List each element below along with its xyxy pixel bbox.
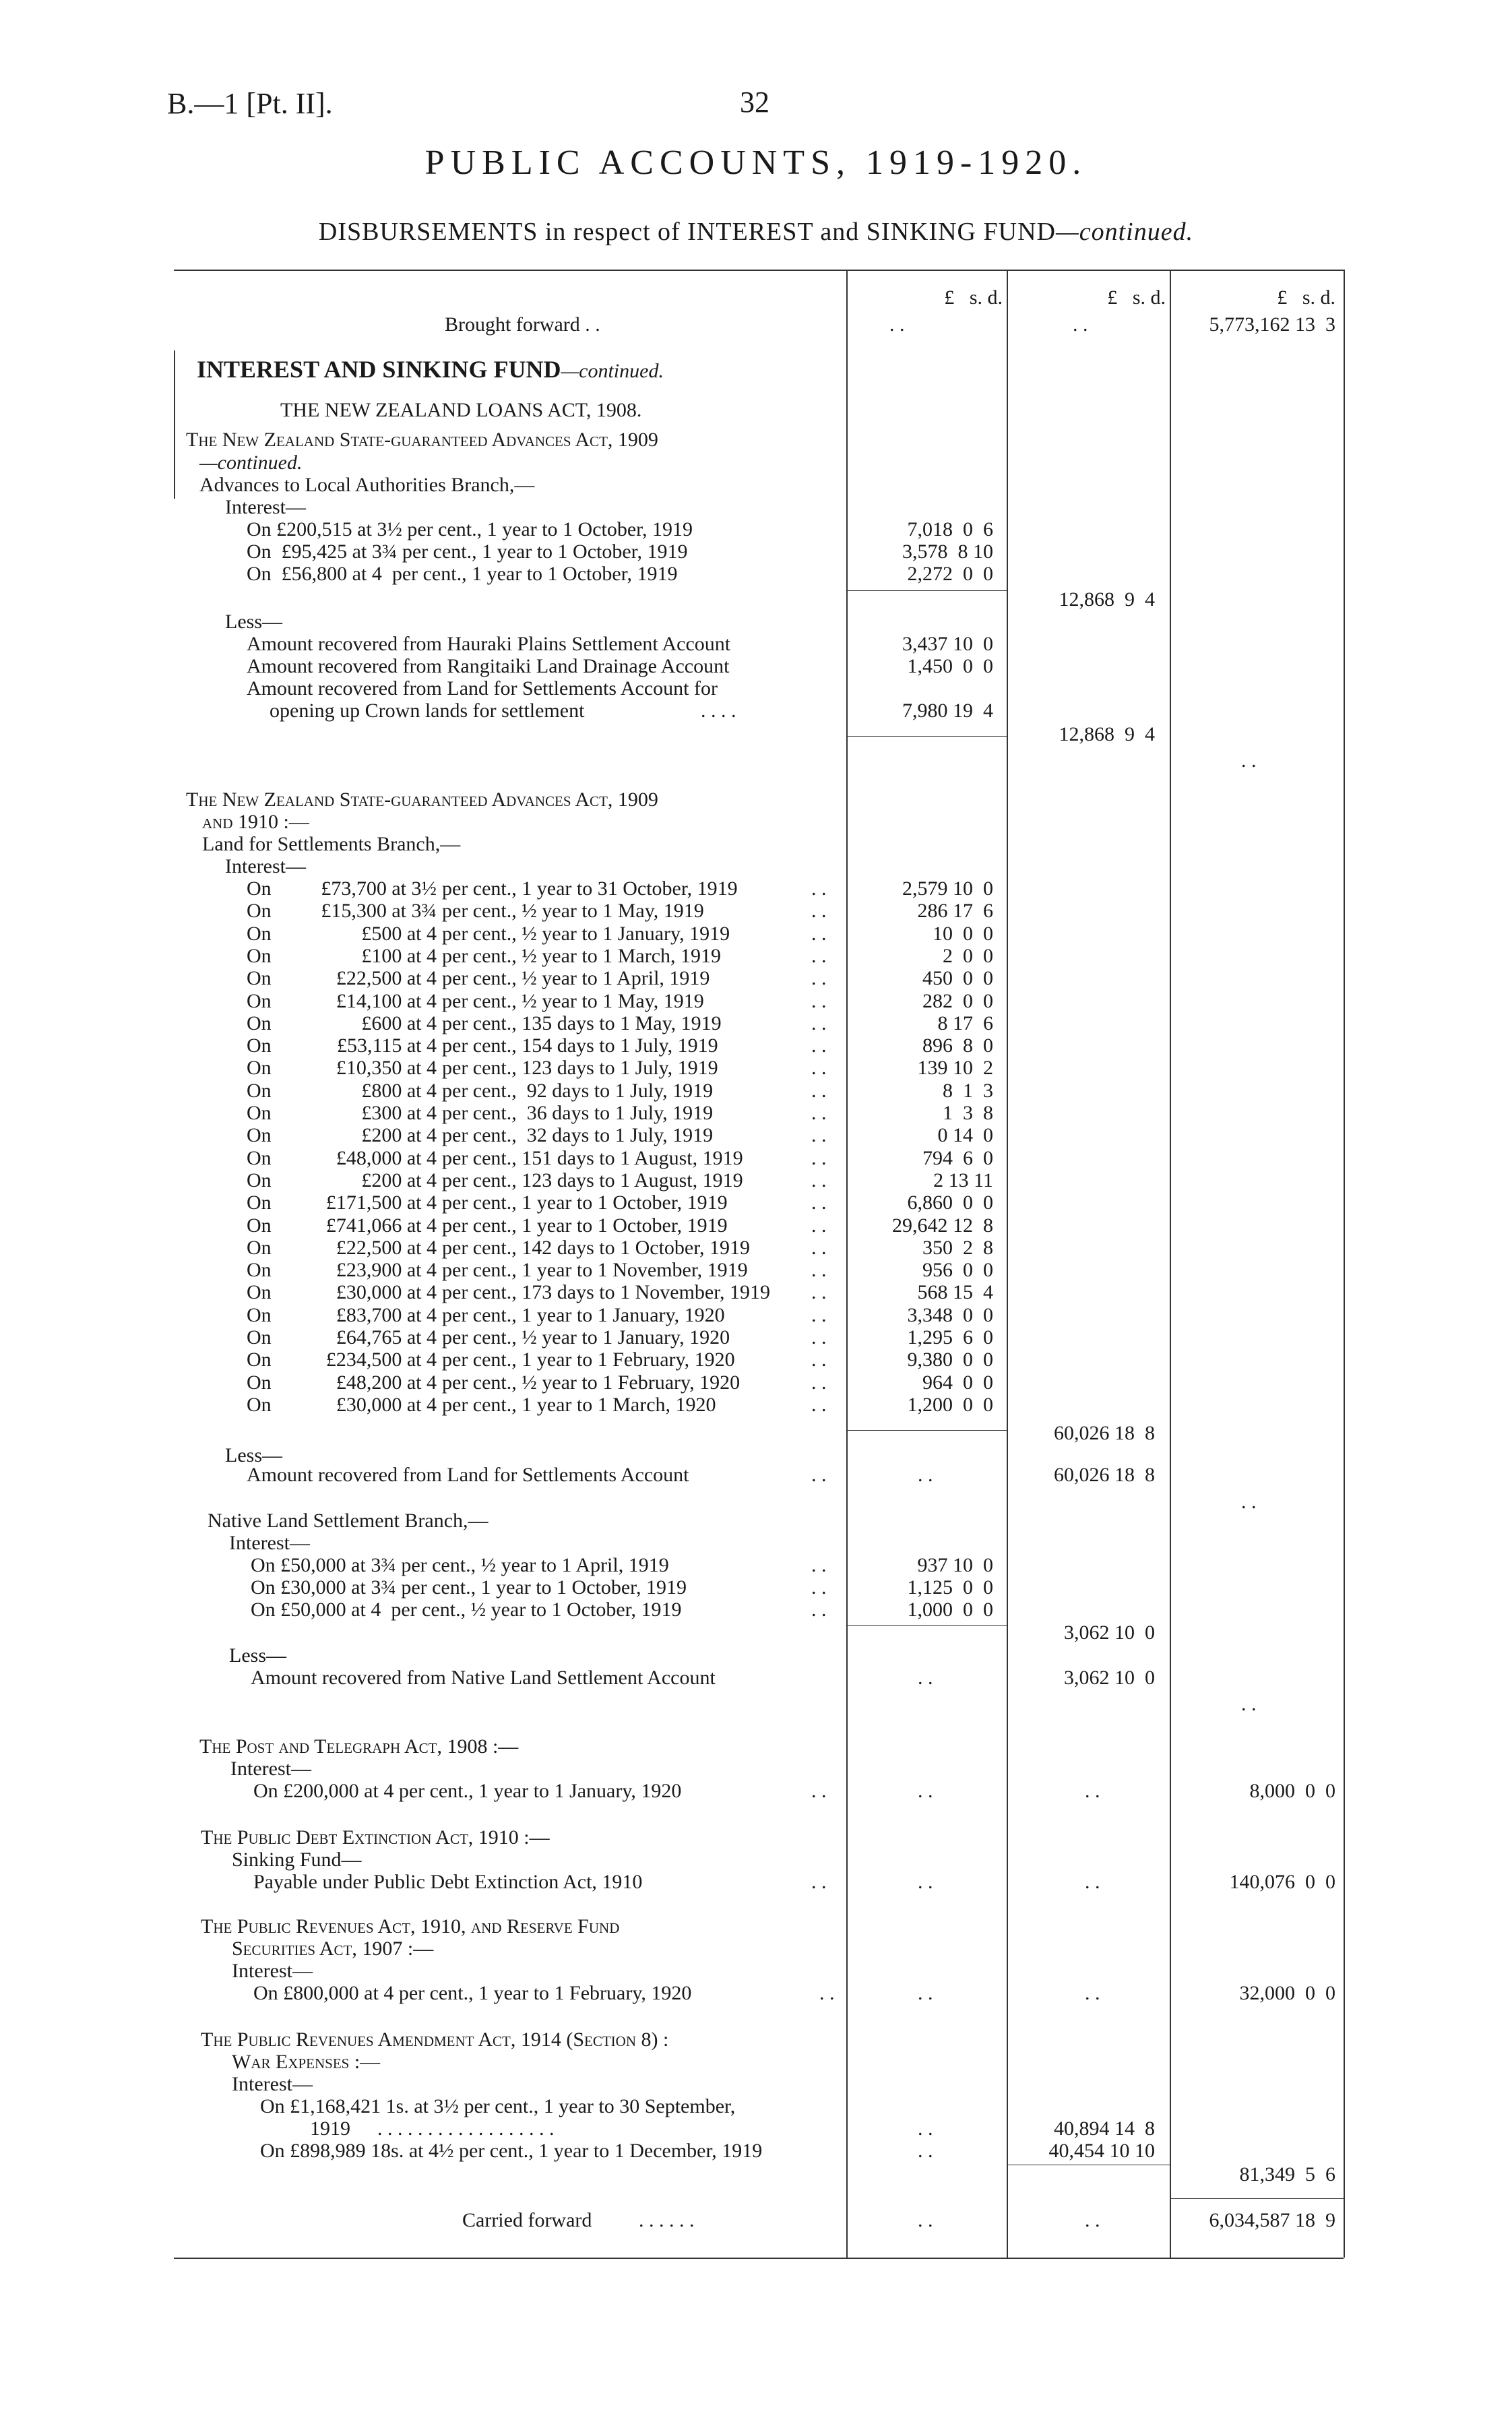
block4-leader: . . xyxy=(811,1780,827,1802)
block6-interest-label: Interest— xyxy=(232,1960,313,1982)
b2-row-leader: . . xyxy=(811,1394,827,1416)
block1-branch: Advances to Local Authorities Branch,— xyxy=(199,474,535,496)
b2-row-amount: 2,579 10 0 xyxy=(902,877,993,900)
b2-row-on: On xyxy=(247,923,272,945)
b2-row-amount: 964 0 0 xyxy=(922,1371,993,1394)
block3-interest-label: Interest— xyxy=(229,1532,310,1554)
b2-row-leader: . . xyxy=(811,923,827,945)
b2-row-principal: £83,700 at 4 xyxy=(336,1304,437,1326)
b2-row-terms: per cent., ½ year to 1 April, 1919 xyxy=(442,967,710,989)
b2-row-on: On xyxy=(247,945,272,967)
block7-item2-col1: . . xyxy=(918,2140,933,2162)
b3-item-3-leader: . . xyxy=(811,1599,827,1621)
b2-row-amount: 8 1 3 xyxy=(943,1080,993,1102)
b2-row-principal: £30,000 at 4 xyxy=(336,1281,437,1303)
b2-row-principal: £741,066 at 4 xyxy=(325,1214,437,1237)
block5-heading: The Public Debt Extinction Act, 1910 :— xyxy=(201,1826,550,1849)
b2-row-terms: per cent., ½ year to 1 January, 1920 xyxy=(442,1326,730,1348)
col-divider-2 xyxy=(1007,270,1008,2258)
block4-interest-label: Interest— xyxy=(230,1758,311,1780)
b2-row-terms: per cent., 1 year to 1 February, 1920 xyxy=(442,1348,735,1371)
b3-sum-rule xyxy=(846,1625,1007,1626)
b2-row-leader: . . xyxy=(811,900,827,922)
b2-row-amount: 8 17 6 xyxy=(937,1012,993,1034)
col1-heading: £ s. d. xyxy=(944,286,1003,309)
b2-row-terms: per cent., 1 year to 1 October, 1919 xyxy=(442,1214,728,1237)
carried-forward-col2: . . xyxy=(1085,2209,1100,2231)
block4-col3: 8,000 0 0 xyxy=(1249,1780,1335,1802)
b2-row-on: On xyxy=(247,1124,272,1146)
b1-less-label: Less— xyxy=(225,611,282,633)
b2-row-amount: 896 8 0 xyxy=(922,1034,993,1057)
block5-text: Payable under Public Debt Extinction Act, 1910 xyxy=(253,1871,643,1893)
b2-row-on: On xyxy=(247,877,272,900)
b2-row-principal: £800 at 4 xyxy=(361,1080,437,1102)
block7-item-2: On £898,989 18s. at 4½ per cent., 1 year to 1 December, 1919 xyxy=(260,2140,763,2162)
subtitle-continued: —continued. xyxy=(1055,218,1194,246)
b2-row-leader: . . xyxy=(811,1348,827,1371)
b2-row-principal: £14,100 at 4 xyxy=(336,990,437,1012)
b2-row-terms: per cent., ½ year to 1 May, 1919 xyxy=(442,990,704,1012)
b2-row-terms: per cent., 1 year to 1 November, 1919 xyxy=(442,1259,748,1281)
b2-row-on: On xyxy=(247,1281,272,1303)
b2-row-on: On xyxy=(247,1394,272,1416)
b3-net: . . xyxy=(1241,1693,1257,1715)
b2-row-leader: . . xyxy=(811,1124,827,1146)
b2-row-terms: per cent., 123 days to 1 August, 1919 xyxy=(442,1169,743,1191)
b1-less-item-3: Amount recovered from Land for Settlements Account for xyxy=(247,677,718,700)
block5-col1: . . xyxy=(918,1871,933,1893)
b2-row-amount: 3,348 0 0 xyxy=(907,1304,993,1326)
block4-col1: . . xyxy=(918,1780,933,1802)
b3-item-1: On £50,000 at 3¾ per cent., ½ year to 1 April, 1919 xyxy=(251,1554,669,1576)
b2-row-on: On xyxy=(247,1326,272,1348)
block7-col3: 81,349 5 6 xyxy=(1239,2163,1335,2185)
b2-row-amount: 2 13 11 xyxy=(933,1169,993,1191)
page-title: PUBLIC ACCOUNTS, 1919-1920. xyxy=(424,144,1088,182)
b2-row-leader: . . xyxy=(811,1326,827,1348)
b2-row-principal: £73,700 at 3½ xyxy=(321,877,437,900)
b2-subtotal: 60,026 18 8 xyxy=(1054,1422,1155,1444)
b2-row-terms: per cent., 154 days to 1 July, 1919 xyxy=(442,1034,718,1057)
block7-item-1-leader: . . . . . . . . . . . . . . . . . . xyxy=(377,2117,555,2140)
b2-row-on: On xyxy=(247,1304,272,1326)
b3-item-1-leader: . . xyxy=(811,1554,827,1576)
b2-less-col1: . . xyxy=(918,1464,933,1486)
section-title-main: INTEREST AND SINKING FUND xyxy=(197,356,561,383)
b1-less-amount-1: 3,437 10 0 xyxy=(902,633,993,655)
b2-row-leader: . . xyxy=(811,1080,827,1102)
b2-row-leader: . . xyxy=(811,1034,827,1057)
b2-row-principal: £22,500 at 4 xyxy=(336,1237,437,1259)
b2-less-label: Less— xyxy=(225,1444,282,1466)
page-reference: B.—1 [Pt. II]. xyxy=(167,87,333,120)
block7-item-1a: On £1,168,421 1s. at 3½ per cent., 1 year to 30 September, xyxy=(260,2095,736,2117)
b2-row-principal: £15,300 at 3¾ xyxy=(321,900,437,922)
block5-col2: . . xyxy=(1085,1871,1100,1893)
b2-row-principal: £200 at 4 xyxy=(361,1124,437,1146)
b2-row-amount: 6,860 0 0 xyxy=(907,1191,993,1214)
b3-item-2-leader: . . xyxy=(811,1576,827,1599)
b2-row-on: On xyxy=(247,1214,272,1237)
block7-heading: The Public Revenues Amendment Act, 1914 (Section 8) : xyxy=(201,2028,669,2051)
b2-row-amount: 286 17 6 xyxy=(917,900,993,922)
b3-amount-1: 937 10 0 xyxy=(917,1554,993,1576)
b2-row-terms: per cent., 36 days to 1 July, 1919 xyxy=(442,1102,714,1124)
block4-col2: . . xyxy=(1085,1780,1100,1802)
block6-col2: . . xyxy=(1085,1982,1100,2004)
b2-row-principal: £30,000 at 4 xyxy=(336,1394,437,1416)
block5-label: Sinking Fund— xyxy=(232,1849,362,1871)
b2-row-terms: per cent., 32 days to 1 July, 1919 xyxy=(442,1124,714,1146)
b1-amount-3: 2,272 0 0 xyxy=(907,563,993,585)
block7-item2-col2: 40,454 10 10 xyxy=(1048,2140,1155,2162)
b2-row-on: On xyxy=(247,1191,272,1214)
b2-row-on: On xyxy=(247,1102,272,1124)
page-subtitle xyxy=(0,217,1512,247)
b2-row-leader: . . xyxy=(811,1214,827,1237)
b2-row-principal: £53,115 at 4 xyxy=(336,1034,437,1057)
b2-row-on: On xyxy=(247,1237,272,1259)
b2-row-terms: per cent., 151 days to 1 August, 1919 xyxy=(442,1147,743,1169)
b2-row-principal: £22,500 at 4 xyxy=(336,967,437,989)
b2-less-text: Amount recovered from Land for Settlements Account xyxy=(247,1464,689,1486)
brought-forward-col2: . . xyxy=(1073,313,1088,336)
b2-row-amount: 568 15 4 xyxy=(917,1281,993,1303)
col-divider-3 xyxy=(1170,270,1171,2258)
block2-heading: The New Zealand State-guaranteed Advances Act, 1909 xyxy=(186,788,658,811)
b2-row-amount: 1,295 6 0 xyxy=(907,1326,993,1348)
b1-less-total: 12,868 9 4 xyxy=(1059,723,1155,745)
col-divider-4 xyxy=(1344,270,1345,2258)
brought-forward-col3: 5,773,162 13 3 xyxy=(1209,313,1335,336)
b1-less-sum-rule xyxy=(846,736,1007,737)
carried-forward-leader: . . . . . . xyxy=(639,2209,695,2231)
block7-item1-col1: . . xyxy=(918,2117,933,2140)
b1-net: . . xyxy=(1241,749,1257,772)
b2-row-principal: £600 at 4 xyxy=(361,1012,437,1034)
b2-row-terms: per cent., 142 days to 1 October, 1919 xyxy=(442,1237,751,1259)
b3-amount-3: 1,000 0 0 xyxy=(907,1599,993,1621)
block3-branch: Native Land Settlement Branch,— xyxy=(208,1510,489,1532)
block4-text: On £200,000 at 4 per cent., 1 year to 1 January, 1920 xyxy=(253,1780,682,1802)
b1-less-amount-2: 1,450 0 0 xyxy=(907,655,993,677)
b2-row-on: On xyxy=(247,1348,272,1371)
b3-amount-2: 1,125 0 0 xyxy=(907,1576,993,1599)
block7-heading-2: War Expenses :— xyxy=(232,2051,381,2073)
b2-row-leader: . . xyxy=(811,1281,827,1303)
section-title-continued: —continued. xyxy=(561,360,664,382)
page-number: 32 xyxy=(740,86,769,119)
block1-heading: The New Zealand State-guaranteed Advances Act, 1909 xyxy=(186,429,658,451)
b2-row-on: On xyxy=(247,1169,272,1191)
left-margin-rule xyxy=(174,350,175,499)
b2-row-principal: £100 at 4 xyxy=(361,945,437,967)
b2-row-on: On xyxy=(247,990,272,1012)
b2-row-leader: . . xyxy=(811,1102,827,1124)
b2-row-on: On xyxy=(247,1080,272,1102)
b2-row-terms: per cent., 1 year to 31 October, 1919 xyxy=(442,877,738,900)
table-bottom-rule xyxy=(174,2258,1344,2259)
block6-leader: . . xyxy=(819,1982,835,2004)
b3-less-col1: . . xyxy=(918,1667,933,1689)
b2-row-amount: 1 3 8 xyxy=(943,1102,993,1124)
b1-less-item-2: Amount recovered from Rangitaiki Land Drainage Account xyxy=(247,655,730,677)
col2-heading: £ s. d. xyxy=(1107,286,1166,309)
b2-row-leader: . . xyxy=(811,990,827,1012)
b2-row-leader: . . xyxy=(811,1371,827,1394)
col-divider-1 xyxy=(846,270,848,2258)
b2-row-leader: . . xyxy=(811,1304,827,1326)
b1-less-amount-4: 7,980 19 4 xyxy=(902,700,993,722)
b1-item-1: On £200,515 at 3½ per cent., 1 year to 1 October, 1919 xyxy=(247,518,693,540)
b2-row-amount: 10 0 0 xyxy=(933,923,993,945)
b2-row-amount: 956 0 0 xyxy=(922,1259,993,1281)
block7-interest-label: Interest— xyxy=(232,2073,313,2095)
b2-row-amount: 350 2 8 xyxy=(922,1237,993,1259)
block6-text: On £800,000 at 4 per cent., 1 year to 1 February, 1920 xyxy=(253,1982,692,2004)
block1-heading-cont: —continued. xyxy=(199,452,303,474)
brought-forward-col1: . . xyxy=(889,313,905,336)
table-top-rule xyxy=(174,270,1344,271)
b2-row-leader: . . xyxy=(811,1057,827,1079)
block7-item1-col2: 40,894 14 8 xyxy=(1054,2117,1155,2140)
b3-subtotal: 3,062 10 0 xyxy=(1064,1621,1155,1644)
subtitle-main: DISBURSEMENTS in respect of INTEREST and SINKING FUND xyxy=(318,218,1056,246)
b2-row-terms: per cent., 1 year to 1 January, 1920 xyxy=(442,1304,725,1326)
carried-sum-rule xyxy=(1170,2198,1344,2199)
b2-row-leader: . . xyxy=(811,877,827,900)
b2-row-on: On xyxy=(247,1371,272,1394)
b2-row-principal: £10,350 at 4 xyxy=(336,1057,437,1079)
block6-heading-2: Securities Act, 1907 :— xyxy=(232,1937,434,1960)
b1-item-3: On £56,800 at 4 per cent., 1 year to 1 October, 1919 xyxy=(247,563,678,585)
b2-row-principal: £48,000 at 4 xyxy=(336,1147,437,1169)
b2-row-amount: 29,642 12 8 xyxy=(892,1214,993,1237)
carried-forward-label: Carried forward xyxy=(462,2209,592,2231)
b2-row-terms: per cent., 135 days to 1 May, 1919 xyxy=(442,1012,722,1034)
b1-subtotal: 12,868 9 4 xyxy=(1059,588,1155,611)
b2-row-leader: . . xyxy=(811,1237,827,1259)
b2-row-principal: £48,200 at 4 xyxy=(336,1371,437,1394)
b1-less-item-4: opening up Crown lands for settlement xyxy=(270,700,585,722)
b2-row-amount: 450 0 0 xyxy=(922,967,993,989)
b2-row-amount: 139 10 2 xyxy=(917,1057,993,1079)
block6-heading: The Public Revenues Act, 1910, and Reserve Fund xyxy=(201,1915,620,1937)
b2-row-terms: per cent., 123 days to 1 July, 1919 xyxy=(442,1057,718,1079)
b2-row-leader: . . xyxy=(811,1191,827,1214)
b2-row-amount: 9,380 0 0 xyxy=(907,1348,993,1371)
b2-row-terms: per cent., 92 days to 1 July, 1919 xyxy=(442,1080,714,1102)
b2-less-leader: . . xyxy=(811,1464,827,1486)
b2-row-leader: . . xyxy=(811,967,827,989)
b2-row-terms: per cent., 173 days to 1 November, 1919 xyxy=(442,1281,771,1303)
b2-sum-rule xyxy=(846,1430,1007,1431)
block5-leader: . . xyxy=(811,1871,827,1893)
b2-net: . . xyxy=(1241,1491,1257,1513)
b2-row-principal: £234,500 at 4 xyxy=(325,1348,437,1371)
brought-forward-label: Brought forward . . xyxy=(445,313,600,336)
block6-col1: . . xyxy=(918,1982,933,2004)
block2-interest-label: Interest— xyxy=(225,855,306,877)
block4-heading: The Post and Telegraph Act, 1908 :— xyxy=(199,1735,519,1758)
b2-row-leader: . . xyxy=(811,945,827,967)
b2-row-on: On xyxy=(247,967,272,989)
b2-row-principal: £200 at 4 xyxy=(361,1169,437,1191)
b2-row-on: On xyxy=(247,1057,272,1079)
loans-act-heading: THE NEW ZEALAND LOANS ACT, 1908. xyxy=(280,399,642,421)
b2-row-principal: £300 at 4 xyxy=(361,1102,437,1124)
carried-forward-col3: 6,034,587 18 9 xyxy=(1209,2209,1335,2231)
b1-amount-1: 7,018 0 6 xyxy=(907,518,993,540)
b2-row-principal: £23,900 at 4 xyxy=(336,1259,437,1281)
b2-row-principal: £500 at 4 xyxy=(361,923,437,945)
b2-row-terms: per cent., ½ year to 1 May, 1919 xyxy=(442,900,704,922)
b2-row-on: On xyxy=(247,1259,272,1281)
block1-interest-label: Interest— xyxy=(225,496,306,518)
b1-less-item-1: Amount recovered from Hauraki Plains Settlement Account xyxy=(247,633,731,655)
b3-less-total: 3,062 10 0 xyxy=(1064,1667,1155,1689)
b2-row-principal: £171,500 at 4 xyxy=(325,1191,437,1214)
block7-item-1b: 1919 xyxy=(310,2117,350,2140)
b2-row-on: On xyxy=(247,1012,272,1034)
b2-row-amount: 0 14 0 xyxy=(937,1124,993,1146)
b3-item-3: On £50,000 at 4 per cent., ½ year to 1 October, 1919 xyxy=(251,1599,682,1621)
b2-row-terms: per cent., 1 year to 1 March, 1920 xyxy=(442,1394,716,1416)
b2-row-leader: . . xyxy=(811,1147,827,1169)
block5-col3: 140,076 0 0 xyxy=(1229,1871,1335,1893)
b2-row-amount: 282 0 0 xyxy=(922,990,993,1012)
block2-branch: Land for Settlements Branch,— xyxy=(202,833,461,855)
b2-row-principal: £64,765 at 4 xyxy=(336,1326,437,1348)
b2-row-on: On xyxy=(247,1034,272,1057)
block6-col3: 32,000 0 0 xyxy=(1239,1982,1335,2004)
b1-item-2: On £95,425 at 3¾ per cent., 1 year to 1 October, 1919 xyxy=(247,540,688,563)
b2-row-leader: . . xyxy=(811,1259,827,1281)
b2-row-terms: per cent., ½ year to 1 March, 1919 xyxy=(442,945,722,967)
b2-row-amount: 2 0 0 xyxy=(943,945,993,967)
b2-row-terms: per cent., ½ year to 1 January, 1919 xyxy=(442,923,730,945)
b2-row-leader: . . xyxy=(811,1169,827,1191)
section-title xyxy=(197,356,664,383)
block2-heading-2: and 1910 :— xyxy=(202,811,309,833)
col3-heading: £ s. d. xyxy=(1277,286,1335,309)
b2-row-leader: . . xyxy=(811,1012,827,1034)
b3-item-2: On £30,000 at 3¾ per cent., 1 year to 1 October, 1919 xyxy=(251,1576,687,1599)
b2-row-on: On xyxy=(247,1147,272,1169)
b2-row-on: On xyxy=(247,900,272,922)
b2-row-terms: per cent., 1 year to 1 October, 1919 xyxy=(442,1191,728,1214)
b1-sum-rule xyxy=(846,590,1007,591)
b2-row-terms: per cent., ½ year to 1 February, 1920 xyxy=(442,1371,741,1394)
b2-row-amount: 794 6 0 xyxy=(922,1147,993,1169)
b1-amount-2: 3,578 8 10 xyxy=(902,540,993,563)
b2-less-total: 60,026 18 8 xyxy=(1054,1464,1155,1486)
b3-less-label: Less— xyxy=(229,1644,286,1667)
b2-row-amount: 1,200 0 0 xyxy=(907,1394,993,1416)
carried-forward-col1: . . xyxy=(918,2209,933,2231)
b3-less-text: Amount recovered from Native Land Settlement Account xyxy=(251,1667,716,1689)
b1-less-item-4-leader: . . . . xyxy=(701,700,736,722)
